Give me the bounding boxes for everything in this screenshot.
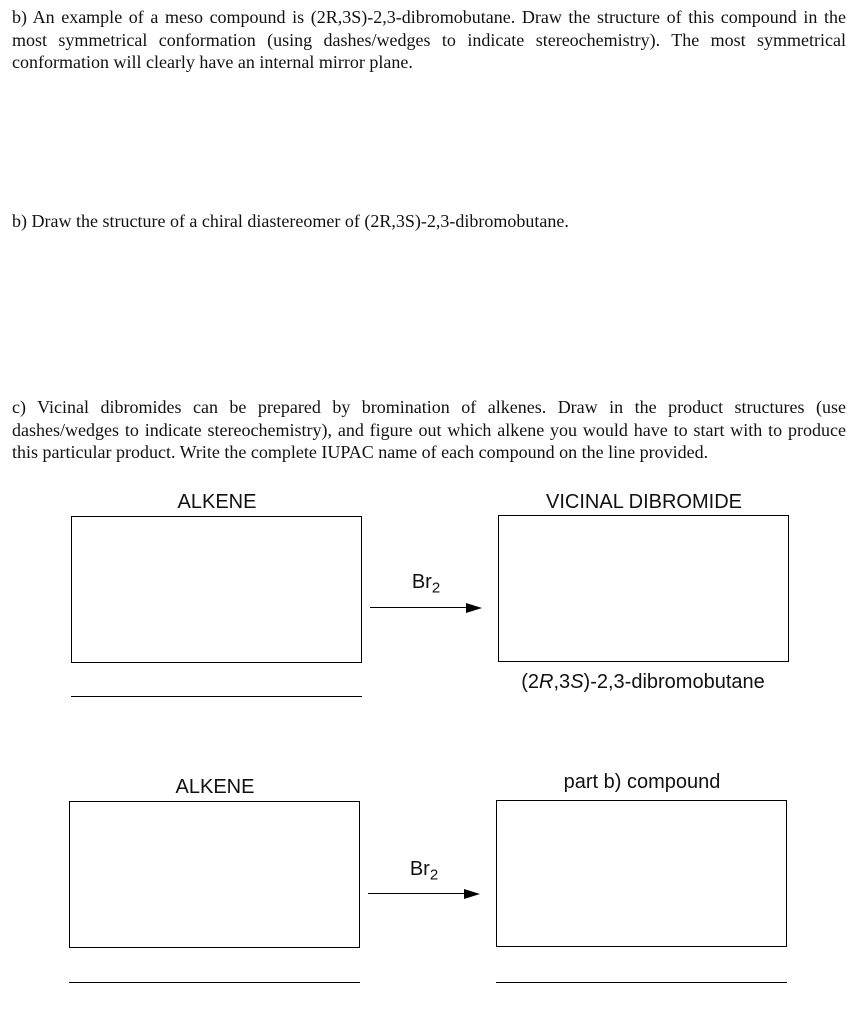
reaction-2-left-heading: ALKENE [175, 776, 255, 798]
reaction-2-reagent: $Br_2$ [409, 858, 439, 884]
reaction-2-arrow [368, 888, 480, 900]
reaction-1-reagent: $Br_2$ [411, 571, 441, 597]
arrow-head-icon [464, 889, 480, 899]
reaction-2-product-box[interactable] [496, 800, 787, 947]
reaction-2-product-name-line[interactable] [496, 982, 787, 983]
reaction-1-product-name: (2R,3S)-2,3-dibromobutane [521, 671, 765, 693]
reaction-1-arrow [370, 602, 482, 614]
question-b-diastereomer: b) Draw the structure of a chiral diastereomer of (2R,3S)-2,3-dibromobutane. [12, 211, 569, 231]
reaction-1-right-heading: VICINAL DIBROMIDE [546, 491, 742, 513]
reaction-2-alkene-name-line[interactable] [69, 982, 360, 983]
reaction-1-product-box[interactable] [498, 515, 789, 662]
reaction-1-alkene-name-line[interactable] [71, 696, 362, 697]
reaction-1-alkene-box[interactable] [71, 516, 362, 663]
question-c: c) Vicinal dibromides can be prepared by bromination of alkenes. Draw in the product structures (use dashes/wedges to indicate stereochemistry), and figure out which alkene you would have to start with to produce this particular product. Write the complete IUPAC name of each compound on the line provided. [12, 397, 846, 462]
reaction-2-alkene-box[interactable] [69, 801, 360, 948]
reaction-1-left-heading: ALKENE [177, 491, 257, 513]
arrow-head-icon [466, 603, 482, 613]
question-b-meso: b) An example of a meso compound is (2R,3S)-2,3-dibromobutane. Draw the structure of this compound in the most symmetrical conformation (using dashes/wedges to indicate stereochemistry). The most symmetrical conformation will clearly have an internal mirror plane. [12, 7, 846, 72]
reaction-2-right-heading: part b) compound [563, 771, 721, 793]
